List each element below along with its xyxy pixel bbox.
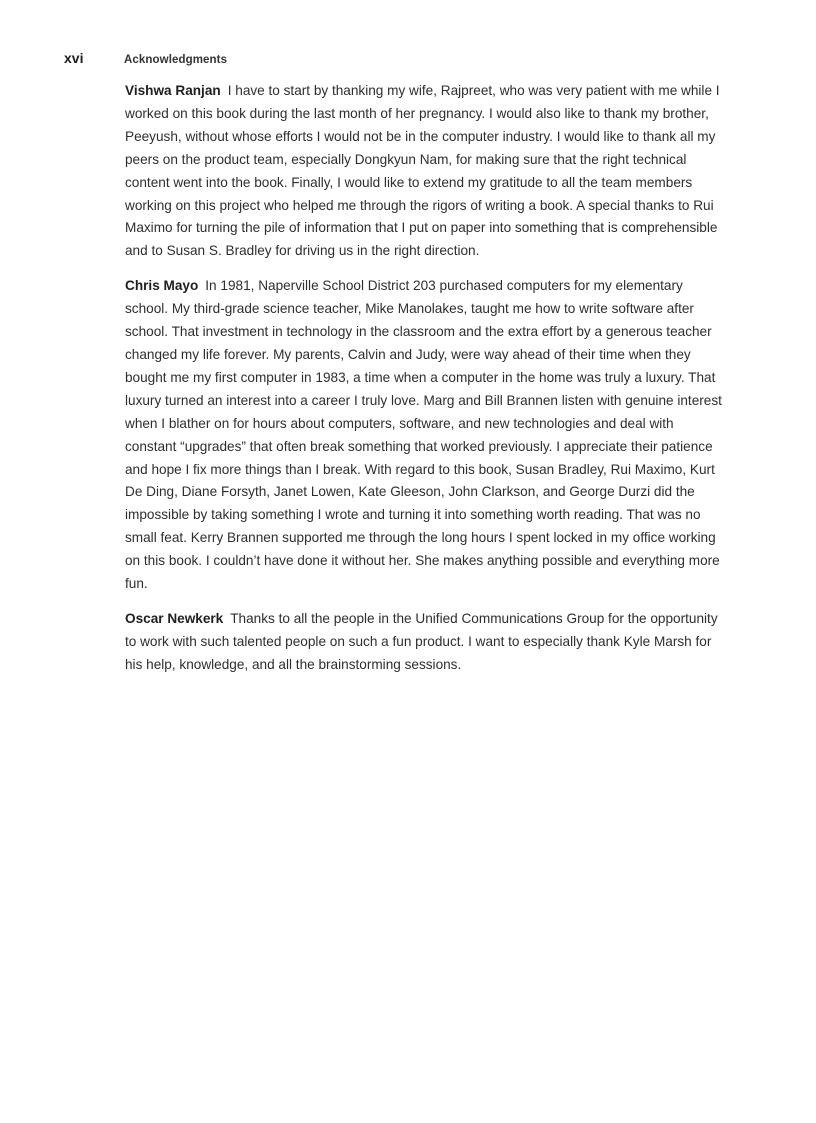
acknowledgments-body [125, 80, 723, 689]
page-number: xvi [64, 50, 84, 66]
acknowledgment-entry-vishwa-ranjan [125, 80, 723, 263]
acknowledgment-text: In 1981, Naperville School District 203 purchased computers for my elementary school. My third-grade science teacher, Mike Manolakes, taught me how to write software after school. That investment in technology in the classroom and the extra effort by a generous teacher changed my life forever. My parents, Calvin and Judy, were way ahead of their time when they bought me my first computer in 1983, a time when a computer in the home was truly a luxury. That luxury turned an interest into a career I truly love. Marg and Bill Brannen listen with genuine interest when I blather on for hours about computers, software, and new technologies and deal with constant “upgrades” that often break something that worked previously. I appreciate their patience and hope I fix more things than I break. With regard to this book, Susan Bradley, Rui Maximo, Kurt De Ding, Diane Forsyth, Janet Lowen, Kate Gleeson, John Clarkson, and George Durzi did the impossible by taking something I wrote and turning it into something worth reading. That was no small feat. Kerry Brannen supported me through the long hours I spent locked in my office working on this book. I couldn’t have done it without her. She makes anything possible and everything more fun. [125, 278, 722, 592]
acknowledgment-text: Thanks to all the people in the Unified Communications Group for the opportunity to work with such talented people on such a fun product. I want to especially thank Kyle Marsh for his help, knowledge, and all the brainstorming sessions. [125, 610, 718, 672]
contributor-name: Oscar Newkerk [125, 610, 224, 626]
contributor-name: Chris Mayo [125, 278, 199, 294]
page-header [64, 50, 227, 66]
contributor-name: Vishwa Ranjan [125, 83, 221, 98]
acknowledgment-text: I have to start by thanking my wife, Rajpreet, who was very patient with me while I worked on this book during the last month of her pregnancy. I would also like to thank my brother, Peeyush, without whose efforts I would not be in the computer industry. I would like to thank all my peers on the product team, especially Dongkyun Nam, for making sure that the right technical content went into the book. Finally, I would like to extend my gratitude to all the team members working on this project who helped me through the rigors of writing a book. A special thanks to Rui Maximo for turning the pile of information that I put on paper into something that is comprehensible and to Susan S. Bradley for driving us in the right direction. [125, 83, 720, 259]
acknowledgment-entry-oscar-newkerk [125, 608, 723, 677]
running-title: Acknowledgments [124, 54, 228, 66]
acknowledgment-entry-chris-mayo [125, 275, 723, 596]
